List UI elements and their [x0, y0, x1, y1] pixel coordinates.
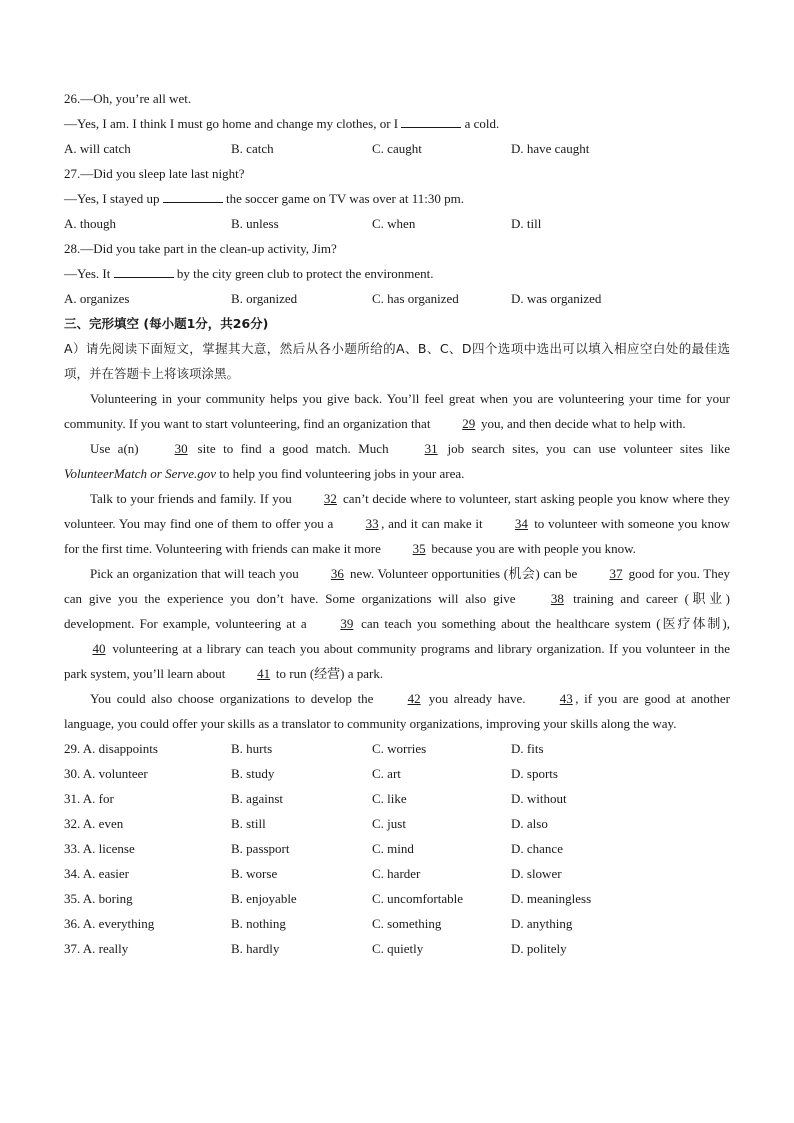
option-b: B. still: [231, 816, 266, 831]
options-32: [64, 811, 730, 836]
question-27-line1: 27.—Did you sleep late last night?: [64, 166, 245, 181]
question-28-line2: [64, 261, 730, 286]
blank-32: 32: [323, 491, 337, 506]
website-names: VolunteerMatch or Serve.gov: [64, 466, 216, 481]
blank-40: 40: [92, 641, 106, 656]
passage-paragraph-4: [64, 561, 730, 686]
question-26-text-b: a cold.: [464, 116, 500, 131]
option-a: 33. A. license: [64, 841, 135, 856]
option-a: A. though: [64, 216, 116, 231]
option-d: D. have caught: [511, 141, 590, 156]
passage-text: you already have.: [423, 691, 532, 706]
passage-text: Volunteering in your community helps you give back. You’ll feel great when you are volunteering your time for your community. If you want to start volunteering, find an organization that: [64, 391, 730, 431]
passage-text: Talk to your friends and family. If you: [90, 491, 296, 506]
exam-page: [64, 86, 730, 961]
question-26-line2: [64, 111, 730, 136]
blank-38: 38: [550, 591, 564, 606]
option-d: D. fits: [511, 741, 544, 756]
option-c: C. has organized: [372, 291, 459, 306]
option-a: A. will catch: [64, 141, 131, 156]
option-c: C. when: [372, 216, 416, 231]
option-c: C. worries: [372, 741, 427, 756]
option-d: D. chance: [511, 841, 563, 856]
option-d: D. without: [511, 791, 567, 806]
question-28-line1: 28.—Did you take part in the clean-up activity, Jim?: [64, 241, 337, 256]
option-b: B. enjoyable: [231, 891, 297, 906]
passage-text: , if you are good at another language, you could offer your skills as a translator to community organizations, improving your skills along the way.: [64, 691, 730, 731]
answer-blank: [163, 189, 223, 203]
section-title: 三、完形填空 (每小题1分，共26分): [64, 316, 269, 331]
passage-text: job search sites, you can use volunteer sites like: [440, 441, 731, 456]
option-c: C. art: [372, 766, 401, 781]
option-b: B. study: [231, 766, 275, 781]
option-b: B. worse: [231, 866, 278, 881]
question-27-line2: [64, 186, 730, 211]
option-a: 36. A. everything: [64, 916, 155, 931]
answer-blank: [401, 114, 461, 128]
passage-text: , and it can make it: [381, 516, 487, 531]
option-c: C. uncomfortable: [372, 891, 463, 906]
option-c: C. something: [372, 916, 442, 931]
passage-text: Pick an organization that will teach you: [90, 566, 303, 581]
passage-paragraph-3: [64, 486, 730, 561]
option-b: B. passport: [231, 841, 290, 856]
question-26-options: [64, 136, 730, 161]
option-b: B. catch: [231, 141, 274, 156]
passage-text: you, and then decide what to help with.: [477, 416, 686, 431]
blank-29: 29: [462, 416, 476, 431]
question-28-text-a: —Yes. It: [64, 266, 111, 281]
option-a: 31. A. for: [64, 791, 114, 806]
blank-43: 43: [559, 691, 573, 706]
option-d: D. sports: [511, 766, 558, 781]
options-35: [64, 886, 730, 911]
option-a: 35. A. boring: [64, 891, 133, 906]
question-27-text-a: —Yes, I stayed up: [64, 191, 160, 206]
blank-42: 42: [407, 691, 421, 706]
option-b: B. hurts: [231, 741, 273, 756]
passage-text: because you are with people you know.: [428, 541, 636, 556]
options-34: [64, 861, 730, 886]
option-c: C. mind: [372, 841, 414, 856]
blank-34: 34: [514, 516, 528, 531]
blank-39: 39: [340, 616, 354, 631]
question-27-options: [64, 211, 730, 236]
option-d: D. meaningless: [511, 891, 592, 906]
passage-text: to run (经营) a park.: [272, 666, 384, 681]
option-d: D. also: [511, 816, 548, 831]
option-a: A. organizes: [64, 291, 130, 306]
passage-paragraph-5: [64, 686, 730, 736]
passage-text: site to find a good match. Much: [190, 441, 397, 456]
blank-37: 37: [609, 566, 623, 581]
blank-31: 31: [424, 441, 438, 456]
options-36: [64, 911, 730, 936]
blank-41: 41: [257, 666, 271, 681]
question-27-text-b: the soccer game on TV was over at 11:30 pm.: [225, 191, 464, 206]
options-37: [64, 936, 730, 961]
passage-text: can teach you something about the healthcare system (医疗体制),: [355, 616, 730, 631]
passage-text: good for you. They can give you the experience you don’t have. Some organizations will also give: [64, 566, 730, 606]
option-a: 34. A. easier: [64, 866, 129, 881]
option-d: D. was organized: [511, 291, 602, 306]
question-26-line1: 26.—Oh, you’re all wet.: [64, 91, 192, 106]
option-d: D. slower: [511, 866, 562, 881]
option-a: 32. A. even: [64, 816, 124, 831]
blank-33: 33: [365, 516, 379, 531]
option-d: D. till: [511, 216, 542, 231]
blank-36: 36: [330, 566, 344, 581]
question-28-text-b: by the city green club to protect the environment.: [176, 266, 434, 281]
options-30: [64, 761, 730, 786]
option-a: 30. A. volunteer: [64, 766, 148, 781]
passage-text: to help you find volunteering jobs in your area.: [215, 466, 465, 481]
option-d: D. politely: [511, 941, 567, 956]
option-d: D. anything: [511, 916, 573, 931]
option-c: C. caught: [372, 141, 422, 156]
option-b: B. nothing: [231, 916, 286, 931]
option-b: B. unless: [231, 216, 279, 231]
question-28-options: [64, 286, 730, 311]
option-c: C. quietly: [372, 941, 424, 956]
passage-text: can’t decide where to volunteer, start asking people you know where they volunteer. You may find one of them to offer you a: [64, 491, 730, 531]
passage-text: volunteering at a library can teach you about community programs and library organization. If you volunteer in the park system, you’ll learn about: [64, 641, 730, 681]
blank-30: 30: [174, 441, 188, 456]
passage-text: Use a(n): [90, 441, 147, 456]
option-b: B. against: [231, 791, 283, 806]
passage-text: new. Volunteer opportunities (机会) can be: [346, 566, 581, 581]
passage-text: to volunteer with someone you know for the first time. Volunteering with friends can make it more: [64, 516, 730, 556]
option-c: C. harder: [372, 866, 421, 881]
option-b: B. organized: [231, 291, 298, 306]
answer-blank: [114, 264, 174, 278]
question-26-text-a: —Yes, I am. I think I must go home and change my clothes, or I: [64, 116, 399, 131]
option-b: B. hardly: [231, 941, 280, 956]
options-33: [64, 836, 730, 861]
passage-paragraph-1: [64, 386, 730, 436]
options-31: [64, 786, 730, 811]
option-a: 29. A. disappoints: [64, 741, 158, 756]
blank-35: 35: [412, 541, 426, 556]
section-instruction: A）请先阅读下面短文，掌握其大意，然后从各小题所给的A、B、C、D四个选项中选出可以填入相应空白处的最佳选项，并在答题卡上将该项涂黑。: [64, 341, 730, 381]
passage-text: training and career (职业) development. For example, volunteering at a: [64, 591, 730, 631]
option-a: 37. A. really: [64, 941, 129, 956]
passage-paragraph-2: [64, 436, 730, 486]
option-c: C. like: [372, 791, 407, 806]
options-29: [64, 736, 730, 761]
option-c: C. just: [372, 816, 406, 831]
passage-text: You could also choose organizations to develop the: [90, 691, 380, 706]
